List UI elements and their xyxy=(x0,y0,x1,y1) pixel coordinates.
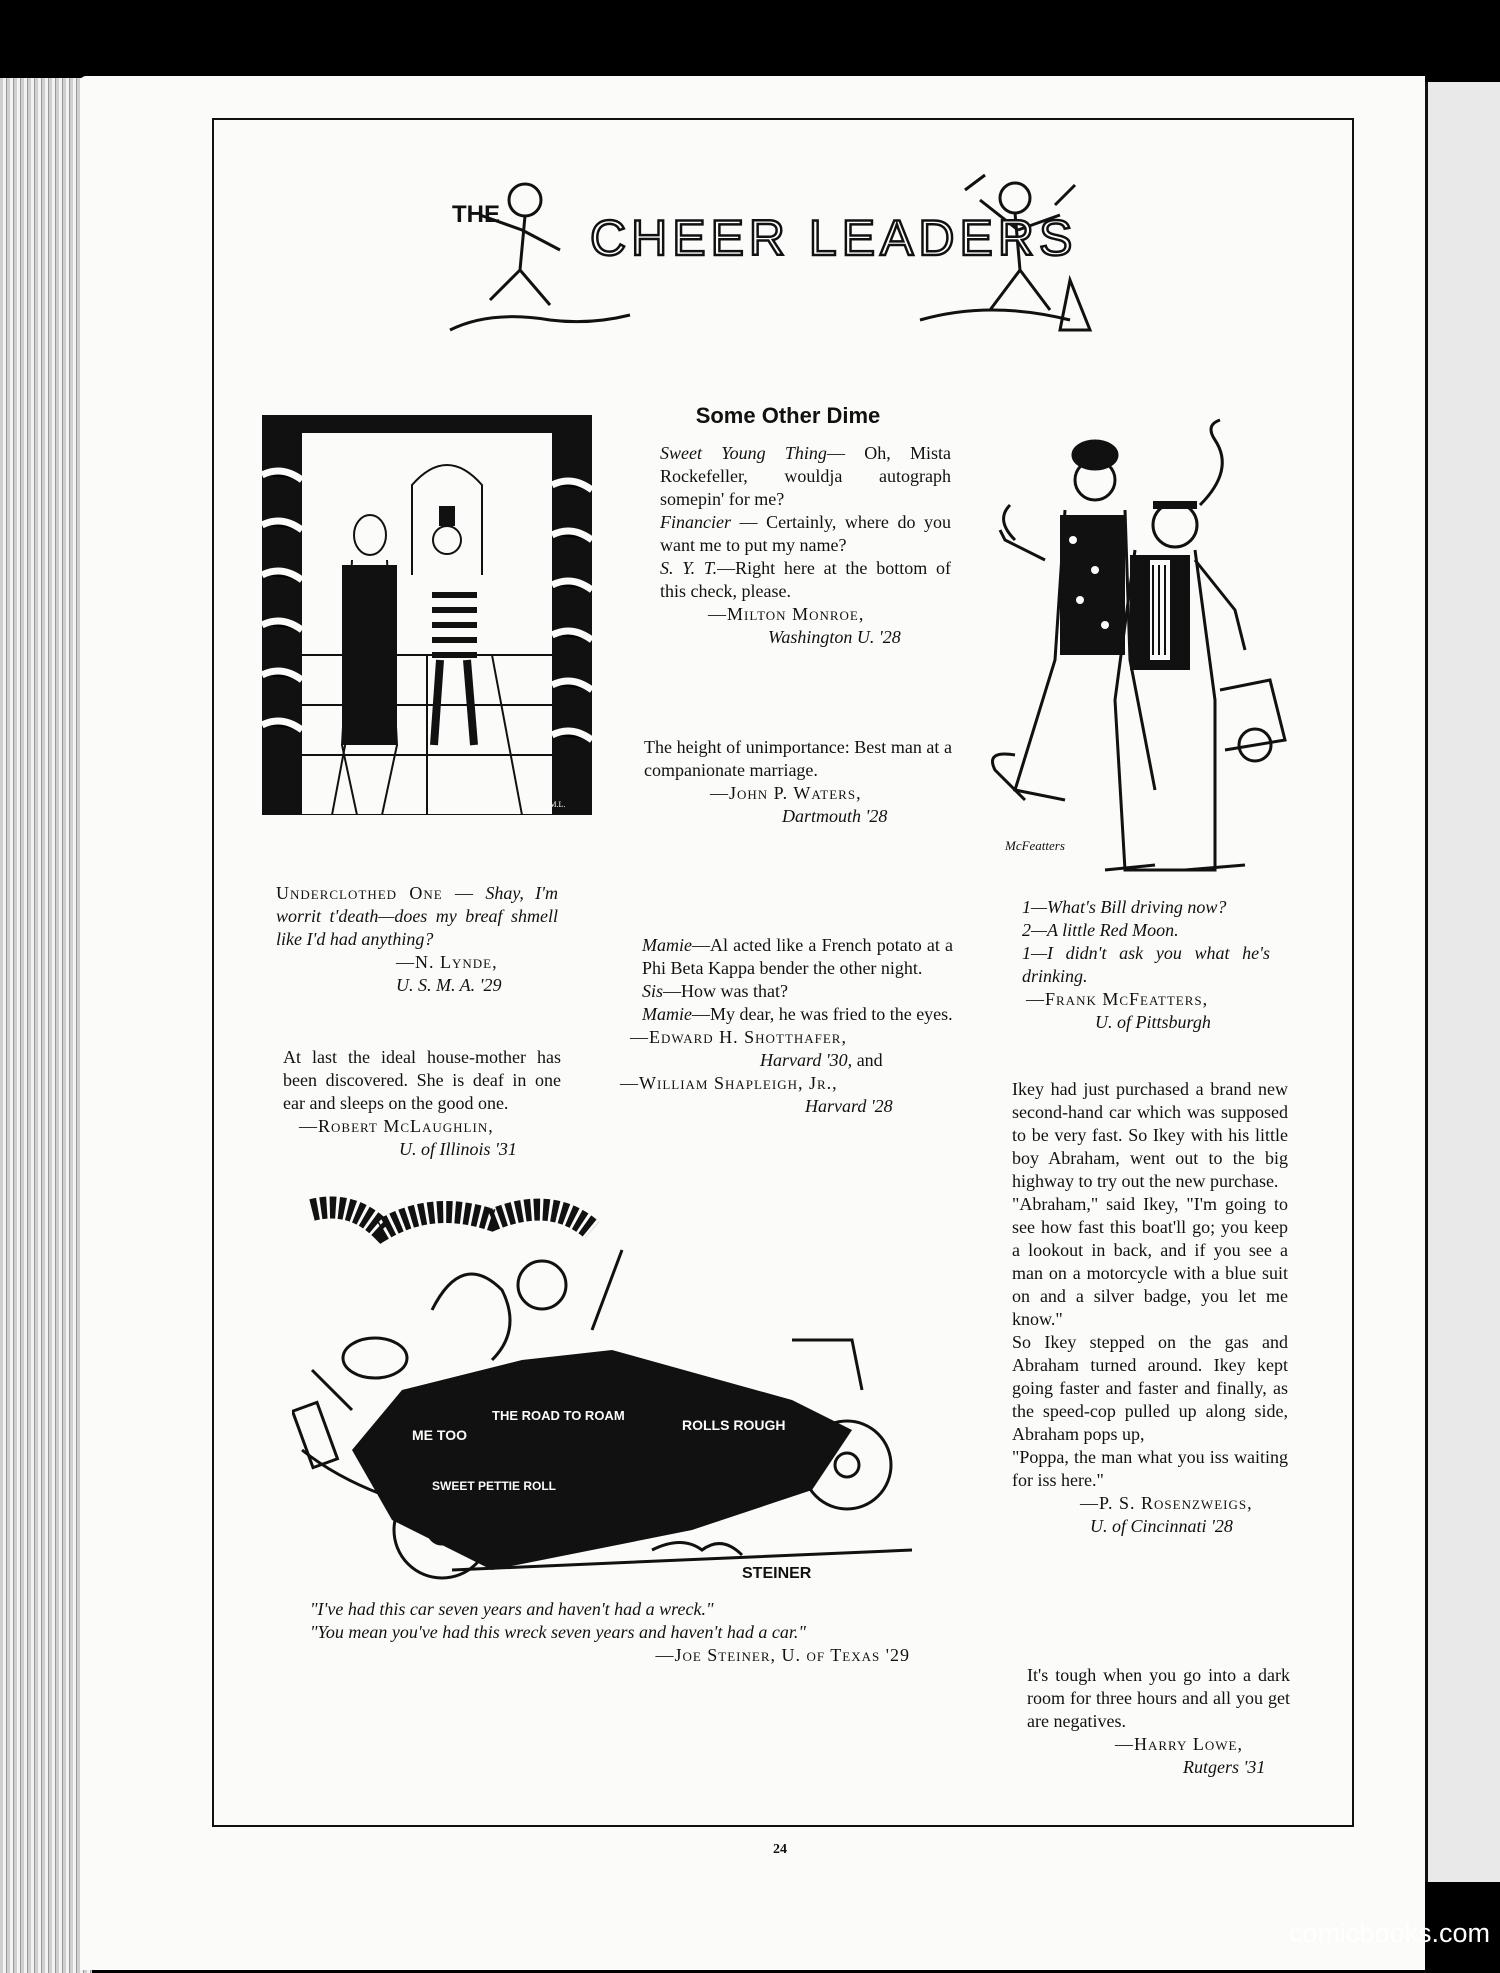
underclothed-speaker: Underclothed One — xyxy=(276,883,475,903)
mamie-joke xyxy=(620,934,953,1118)
caption-author: —Joe Steiner, U. of Texas '29 xyxy=(655,1645,910,1665)
site-watermark: comicbooks.com xyxy=(1288,1918,1490,1948)
negatives-text: It's tough when you go into a dark room for three hours and all you get are negatives. xyxy=(1027,1665,1290,1731)
negatives-school: Rutgers '31 xyxy=(1183,1757,1266,1777)
ikey-paragraph-4: "Poppa, the man what you iss waiting for iss here." xyxy=(1012,1447,1288,1490)
car-label-road-to-roam: THE ROAD TO ROAM xyxy=(492,1408,625,1423)
mamie-school-1: Harvard '30, xyxy=(760,1050,853,1070)
dime-speaker-1: Sweet Young Thing xyxy=(660,443,827,463)
underclothed-joke xyxy=(276,882,558,997)
car-label-me-too: ME TOO xyxy=(412,1427,467,1443)
masthead-the: THE xyxy=(452,201,500,228)
negatives-author: —Harry Lowe, xyxy=(1115,1734,1243,1754)
underclothed-text: Shay, I'm worrit t'death—does my breaf shmell like I'd had anything? xyxy=(276,883,559,949)
ikey-paragraph-2: "Abraham," said Ikey, "I'm going to see how fast this boat'll go; you keep a lookout in back, and if you see a man on a motorcycle with a blue suit on and a silver badge, you let me know." xyxy=(1012,1194,1288,1329)
mamie-line-1: —Al acted like a French potato at a Phi Beta Kappa bender the other night. xyxy=(642,935,953,978)
housemother-joke xyxy=(261,1046,561,1161)
bill-line-1: 1—What's Bill driving now? xyxy=(1022,897,1227,917)
dime-line-1: — Oh, Mista Rockefeller, wouldja autograph somepin' for me? xyxy=(660,443,952,509)
cartoon3-signature: STEINER xyxy=(742,1565,812,1582)
dime-line-2: — Certainly, where do you want me to put my name? xyxy=(660,512,951,555)
bill-joke xyxy=(1000,896,1270,1034)
underclothed-author: —N. Lynde, xyxy=(396,952,498,972)
dime-author: —Milton Monroe, xyxy=(708,604,865,624)
caption-line-1: "I've had this car seven years and haven't had a wreck." xyxy=(310,1599,714,1619)
ikey-paragraph-1: Ikey had just purchased a brand new second-hand car which was supposed to be very fast. So Ikey with his little boy Abraham, went out to the big highway to try out the new purchase. xyxy=(1012,1079,1288,1191)
underclothed-school: U. S. M. A. '29 xyxy=(396,975,502,995)
masthead-title: CHEER LEADERS xyxy=(590,210,1078,266)
ikey-story xyxy=(990,1078,1288,1538)
mamie-and: and xyxy=(852,1050,883,1070)
bill-author: —Frank McFeatters, xyxy=(1026,989,1209,1009)
housemother-text: At last the ideal house-mother has been discovered. She is deaf in one ear and sleeps on the good one. xyxy=(283,1047,561,1113)
ikey-paragraph-3: So Ikey stepped on the gas and Abraham turned around. Ikey kept going faster and faster and finally, as the speed-cop pulled up along side, Abraham pops up, xyxy=(1012,1332,1288,1444)
housemother-school: U. of Illinois '31 xyxy=(399,1139,517,1159)
height-author: —John P. Waters, xyxy=(710,783,862,803)
facing-page-edge xyxy=(1418,82,1500,1882)
cheer-leaders-masthead xyxy=(430,170,1110,345)
dime-heading: Some Other Dime xyxy=(695,403,881,428)
mamie-school-2: Harvard '28 xyxy=(805,1096,893,1116)
mamie-line-3: —My dear, he was fried to the eyes. xyxy=(691,1004,953,1024)
cartoon-two-men xyxy=(985,410,1295,875)
dime-speaker-2: Financier xyxy=(660,512,731,532)
mamie-author-2: —William Shapleigh, Jr., xyxy=(620,1073,838,1093)
car-label-sweet-pettie-roll: SWEET PETTIE ROLL xyxy=(432,1479,557,1493)
mamie-speaker-1: Mamie xyxy=(642,935,692,955)
bill-school: U. of Pittsburgh xyxy=(1095,1012,1211,1032)
negatives-joke xyxy=(1005,1664,1290,1779)
book-page-edges xyxy=(0,78,92,1973)
cartoon2-signature: McFeatters xyxy=(1005,838,1065,853)
caption-line-2: "You mean you've had this wreck seven years and haven't had a car." xyxy=(310,1622,806,1642)
cartoon-car-wreck xyxy=(292,1190,942,1590)
ikey-author: —P. S. Rosenzweigs, xyxy=(1080,1493,1253,1513)
height-school: Dartmouth '28 xyxy=(782,806,888,826)
dime-school: Washington U. '28 xyxy=(768,627,901,647)
dime-line-3: —Right here at the bottom of this check, please. xyxy=(660,558,951,601)
mamie-line-2: —How was that? xyxy=(663,981,788,1001)
mamie-speaker-2: Sis xyxy=(642,981,664,1001)
mamie-author-1: —Edward H. Shotthafer, xyxy=(630,1027,847,1047)
car-label-rolls-rough: ROLLS ROUGH xyxy=(682,1417,786,1433)
car-wreck-caption xyxy=(300,1598,940,1667)
page-number: 24 xyxy=(773,1842,787,1857)
dime-joke xyxy=(638,442,951,649)
height-text: The height of unimportance: Best man at a companionate marriage. xyxy=(644,737,952,780)
bill-line-3: 1—I didn't ask you what he's drinking. xyxy=(1022,943,1270,986)
housemother-author: —Robert McLaughlin, xyxy=(299,1116,494,1136)
cartoon1-signature: B.M.L. xyxy=(542,800,566,809)
ikey-school: U. of Cincinnati '28 xyxy=(1090,1516,1233,1536)
dime-speaker-3: S. Y. T. xyxy=(660,558,718,578)
bill-line-2: 2—A little Red Moon. xyxy=(1022,920,1179,940)
mamie-speaker-3: Mamie xyxy=(642,1004,692,1024)
cartoon-stage-couple xyxy=(262,415,592,815)
height-joke xyxy=(622,736,952,828)
